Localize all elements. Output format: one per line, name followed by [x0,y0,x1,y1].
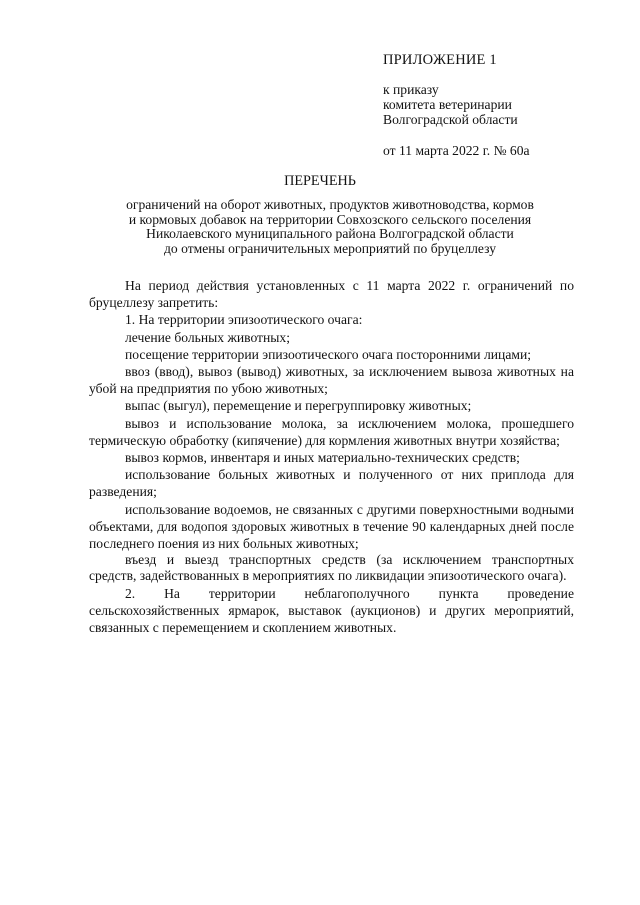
restriction-item: ввоз (ввод), вывоз (вывод) животных, за исключением вывоза животных на убой на предприятия по убою животных; [89,364,574,397]
restriction-item: вывоз кормов, инвентаря и иных материально-технических средств; [125,450,520,466]
restriction-item: использование больных животных и полученного от них приплода для разведения; [89,467,574,500]
restriction-item: лечение больных животных; [125,329,290,345]
document-subtitle [70,198,590,256]
document-title: ПЕРЕЧЕНЬ [284,173,356,189]
restriction-item: выпас (выгул), перемещение и перегруппировку животных; [125,398,472,414]
restriction-item: въезд и выезд транспортных средств (за исключением транспортных средств, задействованных в мероприятиях по ликвидации эпизоотического очага). [89,552,574,584]
section-2-paragraph: 2. На территории неблагополучного пункта проведение сельскохозяйственных ярмарок, выставок (аукционов) и других мероприятий, связанных с перемещением и скоплением животных. [89,585,574,636]
subtitle-line: до отмены ограничительных мероприятий по бруцеллезу [163,240,496,256]
subtitle-line: ограничений на оборот животных, продуктов животноводства, кормов [126,197,534,212]
section-1-heading: 1. На территории эпизоотического очага: [125,312,363,328]
appendix-order-line: к приказу [383,82,439,97]
document-body [89,277,574,636]
restriction-item: использование водоемов, не связанных с другими поверхностными водными объектами, для водопоя здоровых животных в течение 90 календарных дней после последнего поения из них больных животных; [89,501,574,552]
appendix-committee-line: комитета ветеринарии [383,97,512,112]
appendix-date: от 11 марта 2022 г. № 60а [383,143,530,158]
appendix-heading: ПРИЛОЖЕНИЕ 1 [383,52,497,68]
subtitle-line: Николаевского муниципального района Волгоградской области [146,226,514,241]
appendix-region-line: Волгоградской области [383,112,518,127]
subtitle-line: и кормовых добавок на территории Совхозского сельского поселения [128,211,532,227]
restriction-item: вывоз и использование молока, за исключением молока, прошедшего термическую обработку (кипячение) для кормления животных внутри хозяйства; [89,415,574,448]
restriction-item: посещение территории эпизоотического очага посторонними лицами; [125,346,532,362]
appendix-block [383,52,623,158]
intro-paragraph: На период действия установленных с 11 марта 2022 г. ограничений по бруцеллезу запретить: [89,278,574,311]
